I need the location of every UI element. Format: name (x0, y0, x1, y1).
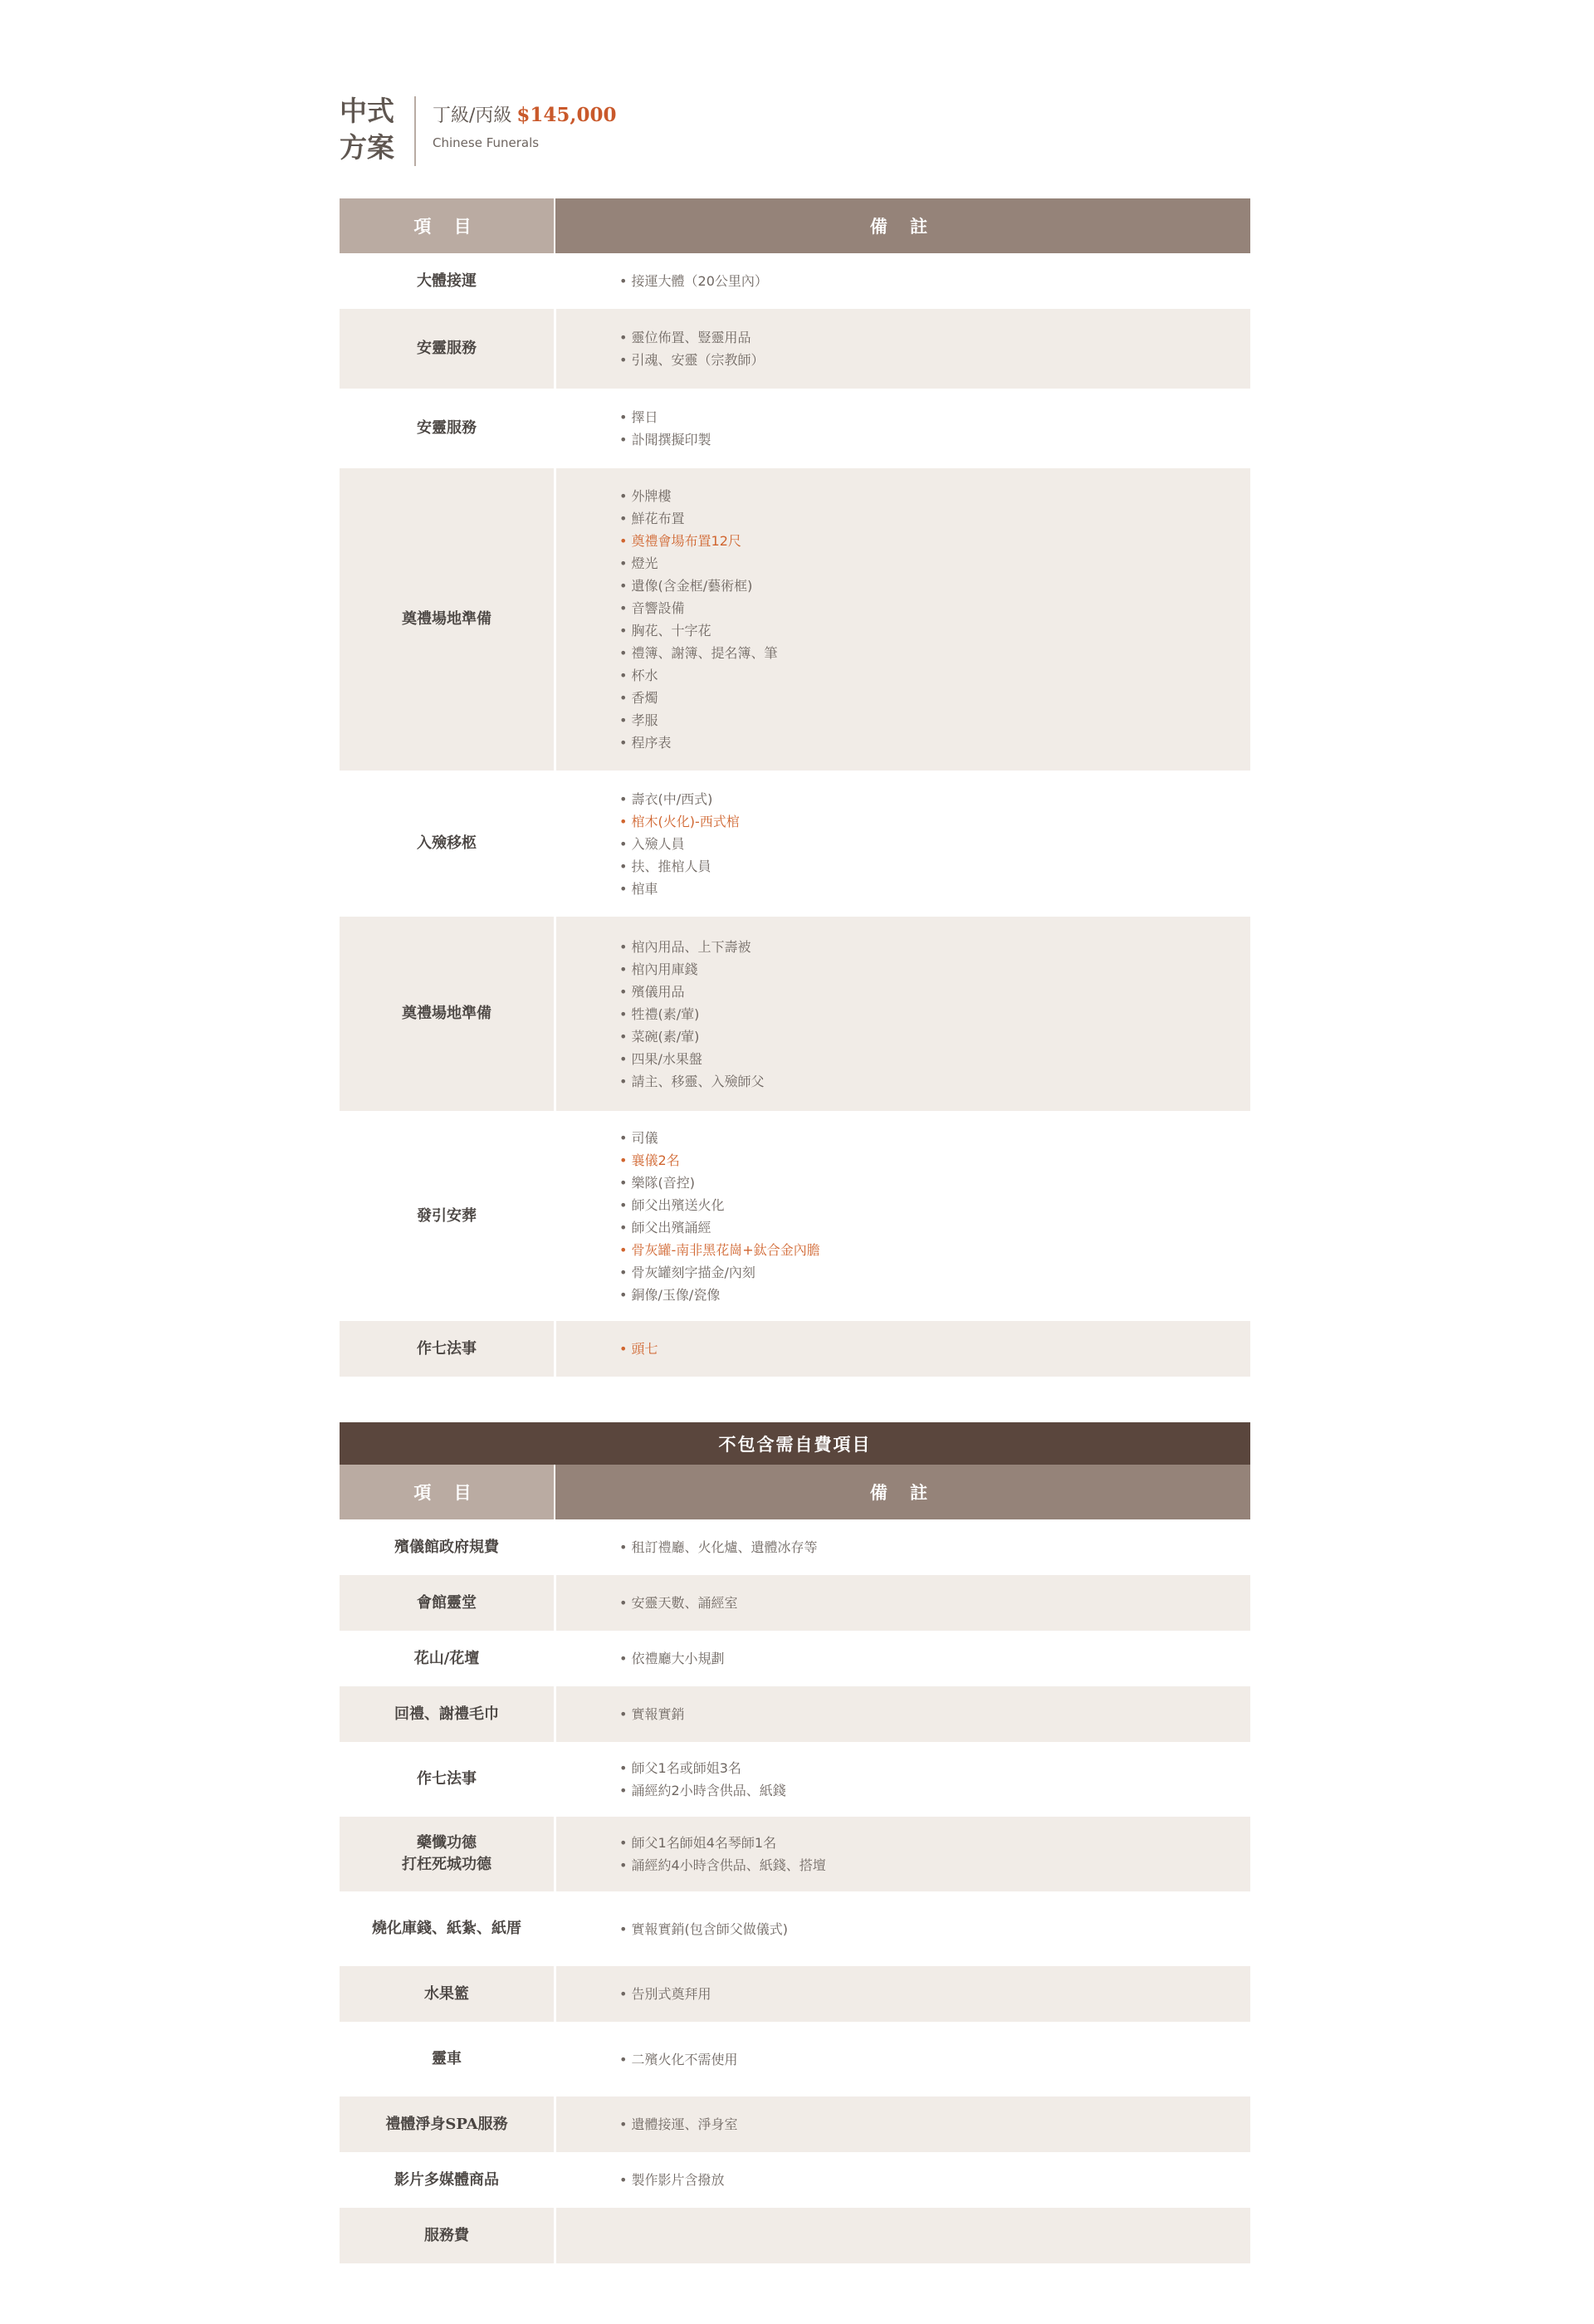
note-item: • 請主、移靈、入殮師父 (619, 1070, 765, 1093)
note-item: • 奠禮會場布置12尺 (619, 530, 778, 552)
row-item-label: 燒化庫錢、紙紮、紙厝 (372, 1920, 521, 1937)
note-item: • 實報實銷 (619, 1703, 685, 1725)
table-row (340, 1519, 1250, 1575)
note-item: • 菜碗(素/葷) (619, 1025, 765, 1048)
table-row (340, 389, 1250, 468)
row-notes (556, 1519, 1250, 1575)
row-item-label: 入殮移柩 (417, 834, 477, 852)
row-notes (556, 1742, 1250, 1817)
row-item-label: 水果籃 (424, 1984, 469, 2003)
row-item-label: 服務費 (424, 2226, 469, 2244)
row-item-label: 花山/花壇 (413, 1649, 480, 1667)
table-row (340, 1966, 1250, 2022)
row-item-label: 會館靈堂 (417, 1593, 477, 1612)
note-item: • 頭七 (619, 1338, 658, 1360)
row-item (340, 1575, 554, 1631)
row-item (340, 771, 554, 917)
note-item: • 燈光 (619, 552, 778, 575)
table-row (340, 1631, 1250, 1686)
row-item (340, 1631, 554, 1686)
row-notes (556, 468, 1250, 771)
note-item: • 師父出殯誦經 (619, 1216, 820, 1239)
note-item: • 骨灰罐-南非黑花崗+鈦合金內膽 (619, 1239, 820, 1261)
table-row (340, 2208, 1250, 2263)
row-item-label: 奠禮場地準備 (402, 610, 491, 628)
row-item-label: 藥懺功德 打枉死城功德 (402, 1834, 491, 1873)
row-notes (556, 389, 1250, 468)
note-item: • 殯儀用品 (619, 981, 765, 1003)
note-item: • 銅像/玉像/瓷像 (619, 1284, 820, 1306)
row-item (340, 1686, 554, 1742)
note-item: • 師父1名師姐4名琴師1名 (619, 1832, 826, 1854)
row-notes (556, 771, 1250, 917)
note-item: • 棺內用品、上下壽被 (619, 936, 765, 958)
table-row (340, 1817, 1250, 1891)
row-item (340, 2022, 554, 2096)
note-item: • 引魂、安靈（宗教師） (619, 349, 765, 371)
note-item: • 入殮人員 (619, 833, 740, 855)
excluded-items-table (340, 1422, 1250, 2263)
note-item: • 鮮花布置 (619, 507, 778, 530)
note-item: • 骨灰罐刻字描金/內刻 (619, 1261, 820, 1284)
row-notes (556, 1111, 1250, 1321)
plan-price: $145,000 (516, 104, 617, 126)
row-item-label: 奠禮場地準備 (402, 1005, 491, 1022)
table-row (340, 771, 1250, 917)
note-item: • 襄儀2名 (619, 1149, 820, 1172)
row-item (340, 2096, 554, 2152)
note-item: • 安靈天數、誦經室 (619, 1592, 738, 1614)
note-item: • 依禮廳大小規劃 (619, 1647, 725, 1670)
row-item-label: 回禮、謝禮毛巾 (394, 1705, 499, 1723)
row-item (340, 2152, 554, 2208)
row-item (340, 917, 554, 1111)
header-item: 項 目 (340, 198, 554, 253)
note-item: • 四果/水果盤 (619, 1048, 765, 1070)
row-item-label: 安靈服務 (417, 340, 477, 357)
row-item (340, 1817, 554, 1891)
row-item (340, 1966, 554, 2022)
table-row (340, 2096, 1250, 2152)
note-item: • 師父1名或師姐3名 (619, 1757, 786, 1779)
row-notes (556, 1321, 1250, 1377)
table-row (340, 468, 1250, 771)
note-item: • 香燭 (619, 687, 778, 709)
row-item-label: 靈車 (432, 2050, 462, 2067)
row-item-label: 殯儀館政府規費 (394, 1538, 499, 1556)
note-item: • 告別式奠拜用 (619, 1983, 711, 2005)
row-item (340, 253, 554, 309)
plan-info (433, 93, 616, 150)
note-item: • 租訂禮廳、火化爐、遺體冰存等 (619, 1536, 818, 1558)
note-item: • 司儀 (619, 1127, 820, 1149)
row-notes (556, 1891, 1250, 1966)
note-item: • 棺木(火化)-西式棺 (619, 810, 740, 833)
note-item: • 牲禮(素/葷) (619, 1003, 765, 1025)
note-item: • 誦經約4小時含供品、紙錢、搭壇 (619, 1854, 826, 1876)
note-item: • 壽衣(中/西式) (619, 788, 740, 810)
header-note: 備 註 (555, 198, 1250, 253)
row-item (340, 1742, 554, 1817)
plan-name-line1: 中式 (340, 95, 394, 127)
plan-name-en: Chinese Funerals (433, 135, 540, 150)
note-item: • 師父出殯送火化 (619, 1194, 820, 1216)
note-item: • 遺像(含金框/藝術框) (619, 575, 778, 597)
row-item-label: 作七法事 (417, 1339, 477, 1358)
included-items-table (340, 198, 1250, 1377)
plan-title (340, 93, 616, 168)
note-item: • 杯水 (619, 664, 778, 687)
row-item-label: 影片多媒體商品 (394, 2170, 499, 2189)
row-item (340, 468, 554, 771)
note-item: • 扶、推棺人員 (619, 855, 740, 878)
row-item (340, 2208, 554, 2263)
row-item (340, 1321, 554, 1377)
row-item (340, 1111, 554, 1321)
title-divider (414, 96, 416, 166)
note-item: • 樂隊(音控) (619, 1172, 820, 1194)
note-item: • 外牌樓 (619, 485, 778, 507)
row-item-label: 大體接運 (417, 272, 477, 290)
excluded-banner: 不包含需自費項目 (340, 1422, 1250, 1465)
plan-name-line2: 方案 (340, 131, 394, 164)
plan-name-cn (340, 93, 406, 166)
table-row (340, 1891, 1250, 1966)
table-row (340, 1742, 1250, 1817)
note-item: • 禮簿、謝簿、提名簿、筆 (619, 642, 778, 664)
note-item: • 棺車 (619, 878, 740, 900)
row-notes (556, 309, 1250, 389)
note-item: • 孝服 (619, 709, 778, 731)
row-notes (556, 2208, 1250, 2263)
row-notes (556, 1631, 1250, 1686)
note-item: • 音響設備 (619, 597, 778, 619)
note-item: • 製作影片含撥放 (619, 2169, 725, 2191)
table-row (340, 2022, 1250, 2096)
row-notes (556, 1966, 1250, 2022)
row-notes (556, 2096, 1250, 2152)
note-item: • 程序表 (619, 731, 778, 754)
table-row (340, 2152, 1250, 2208)
row-item-label: 安靈服務 (417, 419, 477, 437)
note-item: • 訃聞撰擬印製 (619, 428, 711, 451)
note-item: • 二殯火化不需使用 (619, 2048, 738, 2071)
note-item: • 棺內用庫錢 (619, 958, 765, 981)
row-notes (556, 2022, 1250, 2096)
row-item (340, 389, 554, 468)
plan-grade-line (433, 103, 616, 129)
table-row (340, 1686, 1250, 1742)
row-item-label: 禮體淨身SPA服務 (385, 2115, 508, 2133)
note-item: • 接運大體（20公里內） (619, 270, 768, 292)
row-item (340, 309, 554, 389)
row-notes (556, 917, 1250, 1111)
row-item-label: 作七法事 (417, 1770, 477, 1788)
table-row (340, 1111, 1250, 1321)
note-item: • 胸花、十字花 (619, 619, 778, 642)
note-item: • 遺體接運、淨身室 (619, 2113, 738, 2136)
row-item-label: 發引安葬 (417, 1206, 477, 1225)
note-item: • 擇日 (619, 406, 711, 428)
table-row (340, 1321, 1250, 1377)
table-row (340, 253, 1250, 309)
table-row (340, 309, 1250, 389)
note-item: • 靈位佈置、豎靈用品 (619, 326, 765, 349)
row-item (340, 1519, 554, 1575)
note-item: • 誦經約2小時含供品、紙錢 (619, 1779, 786, 1802)
row-item (340, 1891, 554, 1966)
header-note: 備 註 (555, 1465, 1250, 1519)
table-header (340, 198, 1250, 253)
header-item: 項 目 (340, 1465, 554, 1519)
table-header (340, 1465, 1250, 1519)
row-notes (556, 1817, 1250, 1891)
row-notes (556, 1686, 1250, 1742)
row-notes (556, 253, 1250, 309)
plan-grade: 丁級/丙級 (433, 105, 512, 126)
table-row (340, 1575, 1250, 1631)
row-notes (556, 2152, 1250, 2208)
row-notes (556, 1575, 1250, 1631)
note-item: • 實報實銷(包含師父做儀式) (619, 1918, 788, 1940)
table-row (340, 917, 1250, 1111)
